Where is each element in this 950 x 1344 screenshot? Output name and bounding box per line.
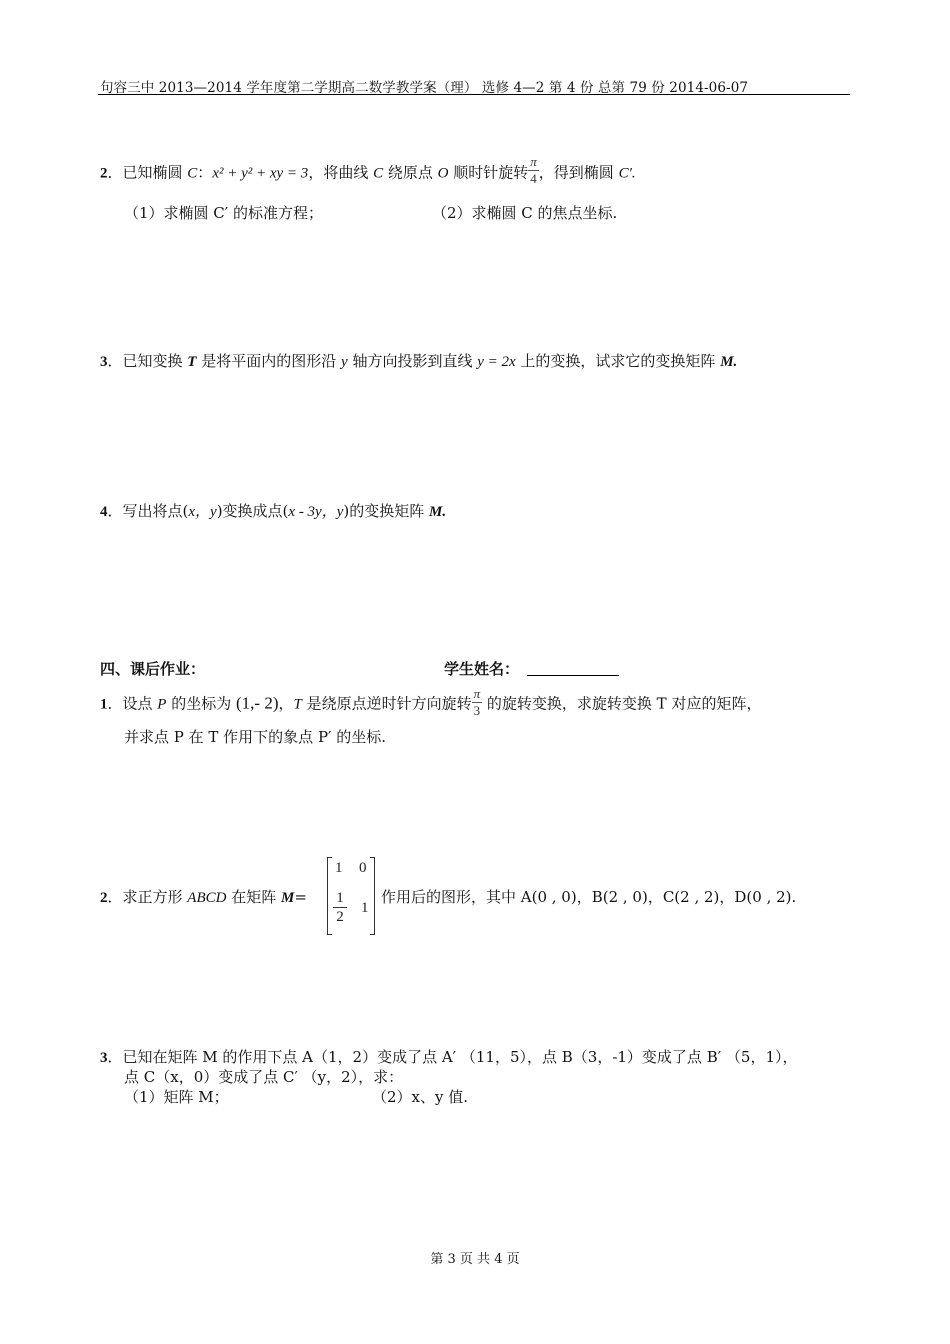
- problem-text: 在矩阵: [226, 888, 281, 906]
- homework-3: [100, 1046, 798, 1067]
- problem-text: ，将曲线: [308, 163, 374, 182]
- problem-text: )变换成点(: [216, 502, 289, 520]
- matrix-right-bracket: [370, 857, 375, 935]
- var-c: C: [187, 165, 198, 182]
- var-t: T: [187, 354, 197, 370]
- equals-sign: =: [294, 888, 307, 906]
- var-m: M: [281, 890, 295, 906]
- homework-2-lead: [100, 886, 307, 907]
- problem-number: 3: [100, 1050, 108, 1066]
- fraction-numerator: π: [473, 686, 481, 701]
- var-t: T: [293, 696, 302, 713]
- homework-1: [100, 686, 762, 719]
- matrix-a21-numerator: 1: [333, 889, 347, 908]
- problem-2-sub-1: （1）求椭圆 C′ 的标准方程；: [124, 204, 323, 222]
- fraction-pi-over-3: [472, 686, 483, 719]
- fraction-denominator: 3: [473, 703, 481, 718]
- matrix-m: [327, 857, 375, 933]
- problem-text: ，得到椭圆: [538, 163, 619, 182]
- problem-number: 4: [100, 504, 108, 520]
- var-c-prime: C′.: [618, 165, 636, 182]
- problem-number: 3: [100, 354, 108, 370]
- problem-text: 是绕原点逆时针方向旋转: [301, 694, 472, 713]
- homework-3-sub-2: （2）x、y 值.: [372, 1088, 469, 1106]
- problem-text: )的变换矩阵: [343, 502, 429, 520]
- var-y: y: [341, 354, 348, 370]
- student-name-blank: [527, 661, 619, 676]
- problem-text: ．已知椭圆: [107, 163, 188, 182]
- problem-text: ，: [278, 694, 294, 713]
- page-footer: 第 3 页 共 4 页: [430, 1252, 520, 1267]
- var-p: P: [157, 696, 167, 713]
- problem-number: 2: [100, 165, 108, 182]
- var-m: M.: [429, 504, 447, 520]
- problem-text: ．已知变换: [107, 352, 188, 370]
- problem-text: ．写出将点(: [107, 502, 189, 520]
- problem-2-sub-2: （2）求椭圆 C 的焦点坐标.: [432, 204, 618, 222]
- problem-3: [100, 350, 737, 371]
- student-name-label: 学生姓名：: [444, 660, 520, 678]
- header-rule: [98, 94, 850, 95]
- problem-text: 顺时针旋转: [448, 163, 529, 182]
- line-equation: y = 2x: [477, 354, 516, 370]
- student-name-field: [444, 658, 619, 679]
- problem-2: [100, 154, 636, 187]
- fraction-denominator: 4: [530, 171, 537, 186]
- homework-3-line-2: 点 C（x，0）变成了点 C′ （y，2），求：: [124, 1068, 404, 1086]
- square-abcd: ABCD: [187, 890, 227, 906]
- matrix-a21-denominator: 2: [336, 909, 344, 925]
- var-c: C: [373, 165, 384, 182]
- problem-text: 绕原点: [383, 163, 438, 182]
- problem-text: ．设点: [107, 694, 158, 713]
- page-header: 句容三中 2013—2014 学年度第二学期高二数学教学案（理） 选修 4—2 第 4 份 总第 79 份 2014-06-07: [100, 80, 749, 96]
- matrix-a21: [333, 889, 347, 926]
- fraction-pi-over-4: [528, 154, 539, 187]
- homework-1-line-2: 并求点 P 在 T 作用下的象点 P′ 的坐标.: [124, 728, 386, 746]
- var-m: M.: [720, 354, 738, 370]
- point-expr: x - 3y，y: [288, 504, 344, 520]
- var-o: O: [437, 165, 449, 182]
- problem-text: ．已知在矩阵 M 的作用下点 A（1，2）变成了点 A′ （11，5），点 B（3，-1）变成了点 B′ （5，1），: [107, 1048, 798, 1066]
- problem-text: 是将平面内的图形沿: [196, 352, 341, 370]
- problem-number: 1: [100, 696, 108, 713]
- point-xy: x，y: [188, 504, 217, 520]
- matrix-a22: 1: [361, 900, 369, 916]
- matrix-a11: 1: [335, 860, 343, 876]
- problem-text: 的旋转变换，求旋转变换 T 对应的矩阵，: [482, 694, 762, 713]
- fraction-numerator: π: [530, 154, 537, 169]
- point-coordinate: (1,- 2): [236, 693, 279, 713]
- equation: x² + y² + xy = 3: [212, 165, 309, 182]
- homework-3-sub-1: （1）矩阵 M；: [124, 1088, 229, 1106]
- colon: ：: [197, 163, 213, 182]
- problem-text: 上的变换，试求它的变换矩阵: [515, 352, 721, 370]
- problem-text: ．求正方形: [107, 888, 188, 906]
- problem-text: 的坐标为: [166, 694, 236, 713]
- matrix-left-bracket: [327, 857, 332, 935]
- matrix-a12: 0: [359, 860, 367, 876]
- section-title: 四、课后作业：: [100, 660, 206, 678]
- homework-2-tail: 作用后的图形，其中 A(0 , 0)，B(2 , 0)，C(2 , 2)，D(0 , 2).: [381, 888, 797, 906]
- problem-4: [100, 500, 446, 521]
- problem-number: 2: [100, 890, 108, 906]
- problem-text: 轴方向投影到直线: [347, 352, 478, 370]
